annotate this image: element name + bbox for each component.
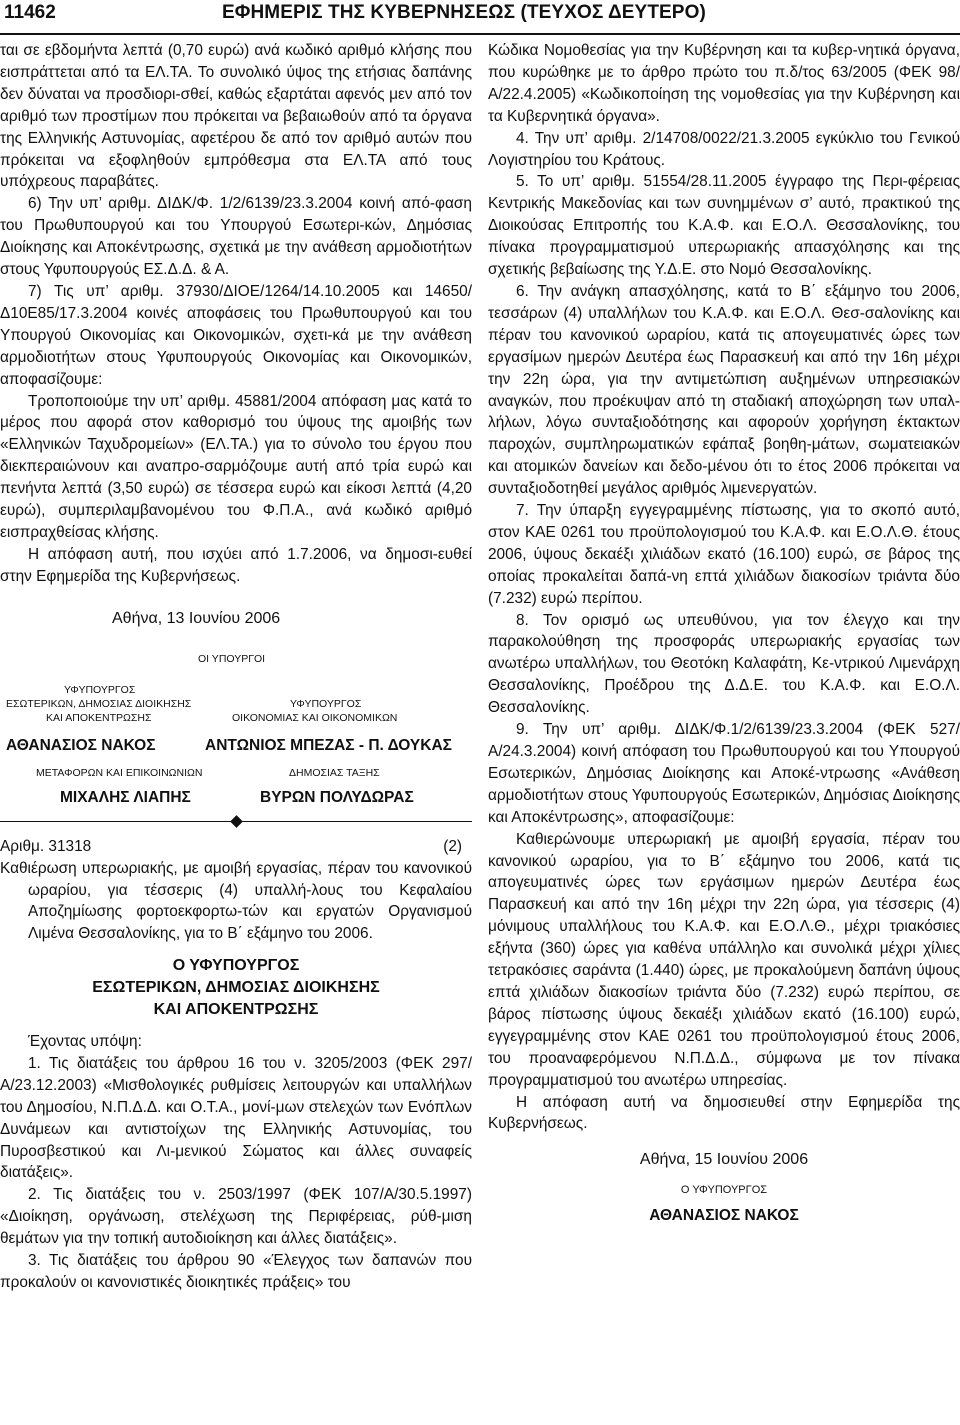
decree-count: (2) bbox=[443, 837, 462, 855]
paragraph: Η απόφαση αυτή, που ισχύει από 1.7.2006, να δημοσι-ευθεί στην Εφημερίδα της Κυβερνήσεως. bbox=[0, 545, 472, 585]
paragraph: 8. Τον ορισμό ως υπευθύνου, για τον έλεγχο και την παρακολούθηση της προσφοράς υπερωριακής εργασίας των ανωτέρω υπαλλήλων, του Θεοτόκη Καλαφάτη, Κε-ντρικού Λιμενάρχη Θεσσαλονίκης, Προέδρου της Δ.Δ.Ε. του Κ.Α.Φ. και Ε.Ο.Λ. Θεσσαλονίκης. bbox=[488, 611, 960, 717]
paragraph: Κώδικα Νομοθεσίας για την Κυβέρνηση και τα κυβερ-νητικά όργανα, που κυρώθηκε με το άρθρο πρώτο του π.δ/τος 63/2005 (ΦΕΚ 98/Α/22.4.2005) «Κωδικοποίηση της νομοθεσίας για την Κυβέρνηση και τα Κυβερνητικά όργανα». bbox=[488, 42, 960, 125]
section-separator bbox=[0, 816, 472, 828]
decree-heading bbox=[0, 836, 472, 858]
deputy-label: Ο ΥΦΥΠΟΥΡΓΟΣ bbox=[680, 1184, 768, 1197]
deputy-label: ΥΦΥΠΟΥΡΓΟΣ bbox=[64, 683, 136, 696]
paragraph: 7. Την ύπαρξη εγγεγραμμένης πίστωσης, για το σκοπό αυτό, στον ΚΑΕ 0261 του προϋπολογισμού του Κ.Α.Φ. και Ε.Ο.Λ.Θ. έτους 2006, ύψους δεκαέξι χιλιάδων εκατό (16.100) ευρώ, σε βάρος της οποίας προκαλείται δαπά-νη επτά χιλιάδων διακοσίων τριάντα δύο (7.232) ευρώ περίπου. bbox=[488, 502, 960, 607]
ministers-label: ΟΙ ΥΠΟΥΡΓΟΙ bbox=[198, 652, 266, 665]
paragraph: 5. Το υπ’ αριθμ. 51554/28.11.2005 έγγραφο της Περι-φέρειας Κεντρικής Μακεδονίας και των συνημμένων σ’ αυτό, πρακτικού της Διοικούσας Επιτροπής του Κ.Α.Φ. και Ε.Ο.Λ. Θεσσαλονίκης, του πίνακα προγραμματισμού υπερωριακής απασχόλησης και της σχετικής βεβαίωσης της Υ.Δ.Ε. στο Νομό Θεσσαλονίκης. bbox=[488, 173, 960, 279]
right-column bbox=[488, 40, 960, 1227]
place-date: Αθήνα, 15 Ιουνίου 2006 bbox=[639, 1151, 809, 1169]
paragraph: 9. Την υπ’ αριθμ. ΔΙΔΚ/Φ.1/2/6139/23.3.2004 (ΦΕΚ 527/ Α/24.3.2004) κοινή απόφαση του Πρωθυπουργού και του Υπουργού Εσωτερικών, Δημόσιας Διοίκησης και Αποκέ-ντρωσης «Ανάθεση αρμοδιοτήτων στους Υφυπουργούς Εσωτερικών, Δημόσιας Διοίκησης και Αποκέντρωσης», αποφασίζουμε: bbox=[488, 721, 960, 826]
paragraph: 2. Τις διατάξεις του ν. 2503/1997 (ΦΕΚ 107/Α/30.5.1997) «Διοίκηση, οργάνωση, στελέχωση της Περιφέρειας, ρύθ-μιση θεμάτων για την τοπική αυτοδιοίκηση και άλλες διατάξεις». bbox=[0, 1186, 472, 1248]
paragraph: Καθιερώνουμε υπερωριακή με αμοιβή εργασία, πέραν του κανονικού ωραρίου, για το Β΄ εξάμηνο του 2006, κατά τις απογευματινές ώρες των εργάσιμων ημερών Δευτέρα έως Παρασκευή και από την 16η μέχρι την 22η ώρα, για τέσσερις (4) μόνιμους υπαλλήλους του Κ.Α.Φ. και Ε.Ο.Λ.Θ., μέχρι τριακόσιες εξήντα (360) ώρες για καθένα υπάλληλο και συνολικά μέχρι χίλιες τετρακόσιες σαράντα (1.440) ώρες, με προκαλούμενη δαπάνη ύψους επτά χιλιάδων διακοσίων τριάντα δύο (7.232) ευρώ περίπου, σε βάρος πίστωσης ύψους δεκαέξι χιλιάδων εκατό (16.100) ευρώ, εγγεγραμμένης στον ΚΑΕ 0261 του προϋπολογισμού έτους 2006, του προαναφερόμενου Ν.Π.Δ.Δ., σύμφωνα με τον πίνακα προγραμματισμού του ανωτέρω υπηρεσίας. bbox=[488, 830, 960, 1089]
paragraph: 4. Την υπ’ αριθμ. 2/14708/0022/21.3.2005 εγκύκλιο του Γενικού Λογιστηρίου του Κράτους. bbox=[488, 129, 960, 169]
place-date: Αθήνα, 13 Ιουνίου 2006 bbox=[112, 609, 281, 627]
paragraph: Τροποποιούμε την υπ’ αριθμ. 45881/2004 απόφαση μας κατά το μέρος που αφορά στον καθορισμό του ύψους της αμοιβής των «Ελληνικών Ταχυδρομείων» (ΕΛ.ΤΑ.) για το σύνολο του έργου που διεκπεραιώνουν και αναπρο-σαρμόζουμε αυτή από τρία ευρώ και πενήντα λεπτά (3,50 ευρώ) σε τέσσερα ευρώ και είκοσι λεπτά (4,20 ευρώ), συμπεριλαμβανομένου του Φ.Π.Α., ανά κωδικό αριθμό εισπραχθείσας κλήσης. bbox=[0, 392, 472, 541]
diamond-icon bbox=[230, 815, 243, 828]
paragraph: 3. Τις διατάξεις του άρθρου 90 «Έλεγχος των δαπανών που προκαλούν οι κανονιστικές διοικητικές πράξεις» του bbox=[0, 1252, 472, 1291]
decree-number: Αριθμ. 31318 bbox=[0, 837, 92, 855]
paragraph: 6) Την υπ’ αριθμ. ΔΙΔΚ/Φ. 1/2/6139/23.3.2004 κοινή από-φαση του Πρωθυπουργού και του Υπουργού Εσωτερι-κών, Δημόσιας Διοίκησης και Αποκέντρωσης, σχετικά με την ανάθεση αρμοδιοτήτων στους Υφυπουργούς ΕΣ.Δ.Δ. & Α. bbox=[0, 195, 472, 279]
ministry-label: ΜΕΤΑΦΟΡΩΝ ΚΑΙ ΕΠΙΚΟΙΝΩΝΙΩΝ bbox=[36, 766, 203, 779]
decree-title: Καθιέρωση υπερωριακής, με αμοιβή εργασίας, πέραν του κανονικού ωραρίου, για τέσσερις (4) υπαλλή-λους του Κεφαλαίου Αποζημίωσης φορτοεκφορτω-τών και εργατών Οργανισμού Λιμένα Θεσσαλονίκης, για το Β΄ εξάμηνο του 2006. bbox=[0, 859, 472, 943]
ministry-label: ΕΣΩΤΕΡΙΚΩΝ, ΔΗΜΟΣΙΑΣ ΔΙΟΙΚΗΣΗΣ bbox=[6, 697, 192, 710]
page-number: 11462 bbox=[4, 2, 56, 23]
left-column bbox=[0, 40, 472, 1294]
paragraph: Η απόφαση αυτή να δημοσιευθεί στην Εφημερίδα της Κυβερνήσεως. bbox=[488, 1093, 960, 1133]
signer-name: ΑΘΑΝΑΣΙΟΣ ΝΑΚΟΣ bbox=[649, 1207, 799, 1225]
signer-name: ΑΘΑΝΑΣΙΟΣ ΝΑΚΟΣ bbox=[6, 736, 156, 754]
paragraph: 1. Τις διατάξεις του άρθρου 16 του ν. 3205/2003 (ΦΕΚ 297/Α/23.12.2003) «Μισθολογικές ρυθμίσεις λειτουργών και υπαλλήλων του Δημοσίου, Ν.Π.Δ.Δ. και Ο.Τ.Α., μονί-μων στελεχών των Ενόπλων Δυνάμεων και αντιστοίχων της Ελληνικής Αστυνομίας, του Πυροσβεστικού και Λι-μενικού Σώματος και άλλες συναφείς διατάξεις». bbox=[0, 1054, 472, 1182]
page-header bbox=[0, 0, 960, 34]
signer-name: ΜΙΧΑΛΗΣ ΛΙΑΠΗΣ bbox=[60, 788, 191, 806]
paragraph: ται σε εβδομήντα λεπτά (0,70 ευρώ) ανά κωδικό αριθμό κλήσης που εισπράττεται από τα ΕΛ.ΤΑ. Το συνολικό ύψος της ετήσιας δαπάνης δεν δύναται να προσδιορι-σθεί, καθώς εξαρτάται αφενός μεν από τον αριθμό των προστίμων που πρόκειται να βεβαιωθούν από τα όργανα της Ελληνικής Αστυνομίας, αφετέρου δε από τον αριθμό αυτών που πρόκειται να εξοφληθούν εμπρόθεσμα στα ΕΛ.ΤΑ από τους υπόχρεους παραβάτες. bbox=[0, 42, 472, 191]
paragraph: 7) Τις υπ’ αριθμ. 37930/ΔΙΟΕ/1264/14.10.2005 και 14650/ Δ10Ε85/17.3.2004 κοινές αποφάσεις του Πρωθυπουργού και του Υπουργού Οικονομίας και Οικονομικών, σχετι-κά με την ανάθεση αρμοδιοτήτων στους Υφυπουργούς Οικονομίας και Οικονομικών, αποφασίζουμε: bbox=[0, 282, 472, 388]
issuer-title: ΚΑΙ ΑΠΟΚΕΝΤΡΩΣΗΣ bbox=[153, 1001, 319, 1019]
paragraph: 6. Την ανάγκη απασχόλησης, κατά το Β΄ εξάμηνο του 2006, τεσσάρων (4) υπαλλήλων του Κ.Α.Φ. και Ε.Ο.Λ. Θεσ-σαλονίκης και πέραν του κανονικού ωραρίου, κατά τις απογευματινές ώρες των εργασίμων ημερών Δευτέρα έως Παρασκευή και από την 16η μέχρι την 22η ώρα, για την αντιμετώπιση αυξημένων υπηρεσιακών αναγκών, που προέκυψαν από τη σταδιακή αποχώρηση των υπαλ-λήλων, λόγω συνταξιοδότησης και αφορούν χορήγηση έκτακτων παροχών, συμπληρωματικών εφάπαξ βοηθη-μάτων, σωματειακών και ατομικών δανείων και δεδο-μένου ότι το έτος 2006 πρόκειται να συνταξιοδοτηθεί μεγάλος αριθμός λιμενεργατών. bbox=[488, 282, 960, 498]
issuer-title: Ο ΥΦΥΠΟΥΡΓΟΣ bbox=[172, 957, 300, 975]
ministry-label: ΚΑΙ ΑΠΟΚΕΝΤΡΩΣΗΣ bbox=[46, 711, 152, 724]
ministry-label: ΔΗΜΟΣΙΑΣ ΤΑΞΗΣ bbox=[289, 766, 380, 779]
having-regard: Έχοντας υπόψη: bbox=[28, 1033, 142, 1050]
signature-block bbox=[0, 588, 472, 806]
signer-name: ΒΥΡΩΝ ΠΟΛΥΔΩΡΑΣ bbox=[260, 788, 414, 806]
signer-name: ΑΝΤΩΝΙΟΣ ΜΠΕΖΑΣ - Π. ΔΟΥΚΑΣ bbox=[205, 736, 452, 754]
gazette-title: ΕΦΗΜΕΡΙΣ ΤΗΣ ΚΥΒΕΡΝΗΣΕΩΣ (ΤΕΥΧΟΣ ΔΕΥΤΕΡΟ) bbox=[222, 2, 706, 23]
deputy-label: ΥΦΥΠΟΥΡΓΟΣ bbox=[290, 697, 362, 710]
header-rule bbox=[0, 33, 960, 35]
ministry-label: ΟΙΚΟΝΟΜΙΑΣ ΚΑΙ ΟΙΚΟΝΟΜΙΚΩΝ bbox=[232, 711, 398, 724]
issuer-title: ΕΣΩΤΕΡΙΚΩΝ, ΔΗΜΟΣΙΑΣ ΔΙΟΙΚΗΣΗΣ bbox=[92, 979, 380, 997]
